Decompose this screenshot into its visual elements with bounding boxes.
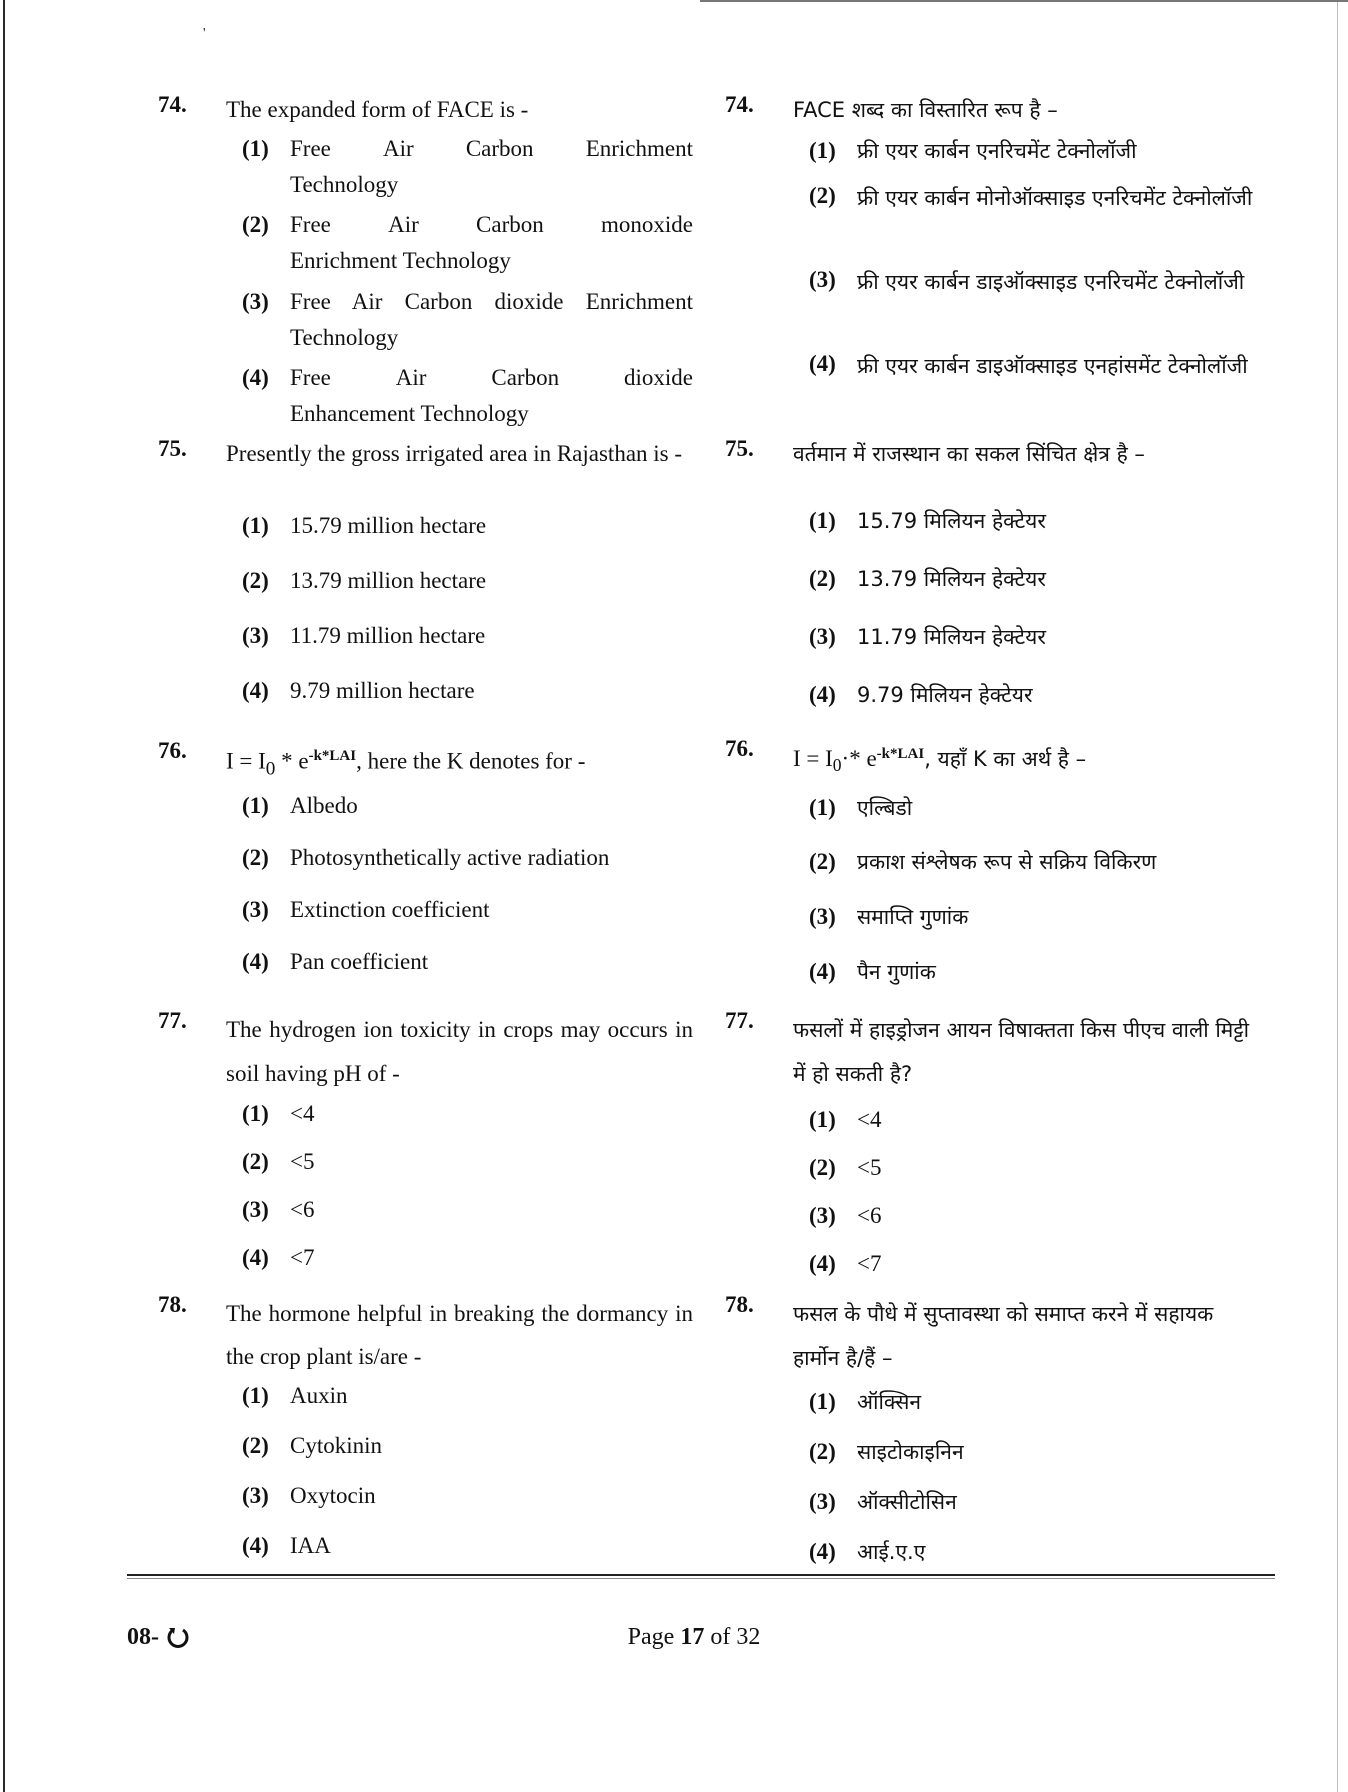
question-number: 78. — [158, 1292, 187, 1317]
question-76-en — [158, 738, 693, 787]
option-text-line1: Free Air Carbon Enrichment — [290, 136, 693, 161]
option-number: (2) — [242, 1149, 269, 1174]
option-text: Albedo — [290, 793, 358, 818]
option-number: (3) — [809, 1489, 836, 1514]
option-number: (2) — [242, 568, 269, 593]
question-number: 75. — [725, 436, 754, 461]
option-text: Photosynthetically active radiation — [290, 845, 610, 870]
option-number: (3) — [242, 1197, 269, 1222]
option-number: (4) — [242, 365, 269, 390]
question-text: The expanded form of FACE is - — [226, 97, 529, 122]
option-77-2-en[interactable] — [242, 1144, 693, 1180]
option-text: <4 — [857, 1107, 882, 1132]
option-number: (3) — [242, 1483, 269, 1508]
option-number: (4) — [242, 1245, 269, 1270]
option-text: फ्री एयर कार्बन डाइऑक्साइड एनहांसमेंट टेक्नोलॉजी — [857, 354, 1248, 378]
question-number: 77. — [725, 1008, 754, 1033]
option-74-2-en[interactable] — [242, 207, 693, 279]
option-text: ऑक्सिन — [857, 1390, 922, 1414]
option-number: (4) — [242, 678, 269, 703]
scan-right-edge — [1337, 0, 1338, 1792]
option-text-line2: Enhancement Technology — [290, 401, 529, 426]
option-number: (3) — [809, 904, 836, 929]
option-number: (3) — [809, 624, 836, 649]
option-text: <5 — [857, 1155, 882, 1180]
option-number: (2) — [809, 566, 836, 591]
option-75-1-en[interactable] — [242, 508, 693, 544]
question-text: The hydrogen ion toxicity in crops may occurs in soil having pH of - — [226, 1017, 693, 1086]
option-74-4-hi[interactable] — [809, 346, 1265, 386]
option-number: (4) — [809, 351, 836, 376]
option-text: 9.79 million hectare — [290, 678, 475, 703]
option-77-2-hi[interactable] — [809, 1150, 1265, 1186]
option-text: Pan coefficient — [290, 949, 429, 974]
option-number: (1) — [242, 793, 269, 818]
header-rule — [700, 0, 1348, 2]
option-77-1-hi[interactable] — [809, 1102, 1265, 1138]
option-74-3-en[interactable] — [242, 284, 693, 356]
option-text-line2: Enrichment Technology — [290, 248, 511, 273]
question-78-en — [158, 1292, 693, 1378]
question-75-hi — [725, 436, 1265, 472]
option-74-2-hi[interactable] — [809, 178, 1265, 218]
option-76-2-en[interactable] — [242, 840, 693, 876]
question-number: 76. — [725, 736, 754, 761]
question-76-hi — [725, 736, 1265, 783]
option-text: आई.ए.ए — [857, 1540, 926, 1564]
option-75-2-hi[interactable] — [809, 561, 1265, 597]
question-77-en — [158, 1008, 693, 1096]
option-text: <7 — [857, 1251, 882, 1276]
option-number: (1) — [809, 508, 836, 533]
option-text: 13.79 million hectare — [290, 568, 487, 593]
option-text: Extinction coefficient — [290, 897, 490, 922]
option-number: (2) — [809, 1439, 836, 1464]
option-number: (3) — [242, 623, 269, 648]
option-76-3-hi[interactable] — [809, 899, 1265, 935]
option-text-line2: Technology — [290, 172, 399, 197]
question-text: फसल के पौधे में सुप्तावस्था को समाप्त करने में सहायक हार्मोन है/हैं – — [793, 1302, 1214, 1370]
option-text: प्रकाश संश्लेषक रूप से सक्रिय विकिरण — [857, 850, 1157, 874]
question-formula: $I = I_0 * e^{-k*LAI}$, here the K denotes for - — [226, 748, 586, 780]
question-number: 75. — [158, 436, 187, 461]
option-76-4-hi[interactable] — [809, 954, 1265, 990]
question-number: 77. — [158, 1008, 187, 1033]
option-number: (2) — [242, 1433, 269, 1458]
option-text: Oxytocin — [290, 1483, 376, 1508]
option-74-3-hi[interactable] — [809, 262, 1265, 302]
option-number: (3) — [809, 1203, 836, 1228]
option-text: 15.79 million hectare — [290, 513, 487, 538]
option-number: (2) — [242, 212, 269, 237]
option-78-3-en[interactable] — [242, 1478, 693, 1514]
footer-rule — [127, 1574, 1275, 1576]
option-number: (3) — [242, 897, 269, 922]
option-text: <5 — [290, 1149, 315, 1174]
option-78-2-hi[interactable] — [809, 1434, 1265, 1470]
question-77-hi — [725, 1008, 1265, 1096]
option-number: (1) — [809, 795, 836, 820]
option-number: (3) — [809, 267, 836, 292]
option-number: (4) — [242, 949, 269, 974]
option-text-line1: Free Air Carbon dioxide — [290, 365, 693, 390]
scan-mark: ' — [203, 26, 206, 41]
option-number: (1) — [242, 513, 269, 538]
question-text: The hormone helpful in breaking the dormancy in the crop plant is/are - — [226, 1301, 693, 1369]
option-74-4-en[interactable] — [242, 360, 693, 432]
option-77-4-en[interactable] — [242, 1240, 693, 1276]
option-text: <4 — [290, 1101, 315, 1126]
option-78-1-en[interactable] — [242, 1378, 693, 1414]
option-78-1-hi[interactable] — [809, 1384, 1265, 1420]
option-text: 15.79 मिलियन हेक्टेयर — [857, 509, 1046, 533]
option-text: 11.79 million hectare — [290, 623, 486, 648]
option-number: (2) — [809, 849, 836, 874]
option-number: (1) — [809, 138, 836, 163]
question-text: फसलों में हाइड्रोजन आयन विषाक्तता किस पीएच वाली मिट्टी में हो सकती है? — [793, 1018, 1250, 1086]
option-number: (2) — [809, 183, 836, 208]
option-number: (4) — [809, 682, 836, 707]
question-74-hi — [725, 92, 1265, 128]
question-number: 76. — [158, 738, 187, 763]
option-text: साइटोकाइनिन — [857, 1440, 964, 1464]
option-77-4-hi[interactable] — [809, 1246, 1265, 1282]
option-75-4-en[interactable] — [242, 673, 693, 709]
option-74-1-en[interactable] — [242, 131, 693, 203]
option-text: Free Air Carbon dioxide Enrichment Technology — [290, 289, 693, 350]
option-text: एल्बिडो — [857, 796, 913, 820]
question-78-hi — [725, 1292, 1265, 1380]
option-number: (4) — [242, 1533, 269, 1558]
option-number: (3) — [242, 289, 269, 314]
question-number: 78. — [725, 1292, 754, 1317]
option-75-2-en[interactable] — [242, 563, 693, 599]
option-text: 13.79 मिलियन हेक्टेयर — [857, 567, 1046, 591]
option-text: फ्री एयर कार्बन मोनोऑक्साइड एनरिचमेंट टेक्नोलॉजी — [857, 186, 1253, 210]
option-75-1-hi[interactable] — [809, 503, 1265, 539]
option-number: (2) — [809, 1155, 836, 1180]
question-number: 74. — [725, 92, 754, 117]
option-text: Cytokinin — [290, 1433, 383, 1458]
question-74-en — [158, 92, 693, 128]
option-78-3-hi[interactable] — [809, 1484, 1265, 1520]
scan-left-edge — [3, 0, 5, 1792]
option-number: (1) — [242, 1101, 269, 1126]
option-text: <6 — [290, 1197, 315, 1222]
option-number: (1) — [809, 1107, 836, 1132]
option-78-2-en[interactable] — [242, 1428, 693, 1464]
option-number: (1) — [809, 1389, 836, 1414]
option-text: ऑक्सीटोसिन — [857, 1490, 957, 1514]
option-77-3-hi[interactable] — [809, 1198, 1265, 1234]
option-text: पैन गुणांक — [857, 960, 936, 984]
option-78-4-en[interactable] — [242, 1528, 693, 1564]
option-76-2-hi[interactable] — [809, 844, 1265, 880]
question-text: वर्तमान में राजस्थान का सकल सिंचित क्षेत्र है – — [793, 442, 1145, 466]
option-76-3-en[interactable] — [242, 892, 693, 928]
question-text: Presently the gross irrigated area in Rajasthan is - — [226, 441, 683, 466]
option-76-1-hi[interactable] — [809, 790, 1265, 826]
option-text: IAA — [290, 1533, 331, 1558]
option-75-3-en[interactable] — [242, 618, 693, 654]
question-75-en — [158, 436, 693, 471]
option-text: <6 — [857, 1203, 882, 1228]
footer-rule-thin — [127, 1578, 1275, 1579]
page-number: Page 17 of 32 — [627, 1624, 761, 1650]
option-74-1-hi[interactable] — [809, 133, 1265, 169]
option-text: 9.79 मिलियन हेक्टेयर — [857, 683, 1033, 707]
option-text: Auxin — [290, 1383, 348, 1408]
option-75-3-hi[interactable] — [809, 619, 1265, 655]
option-text: <7 — [290, 1245, 315, 1270]
option-number: (4) — [809, 1251, 836, 1276]
option-text: 11.79 मिलियन हेक्टेयर — [857, 625, 1046, 649]
option-text: फ्री एयर कार्बन डाइऑक्साइड एनरिचमेंट टेक्नोलॉजी — [857, 270, 1245, 294]
option-76-1-en[interactable] — [242, 788, 693, 824]
question-formula: $I = I_0\cdot*$ $e^{-k*LAI}$, यहाँ K का अर्थ है – — [793, 746, 1087, 776]
option-number: (1) — [242, 1383, 269, 1408]
option-text: समाप्ति गुणांक — [857, 905, 969, 929]
option-number: (4) — [809, 959, 836, 984]
question-text: FACE शब्द का विस्तारित रूप है – — [793, 98, 1058, 122]
option-number: (4) — [809, 1539, 836, 1564]
option-number: (2) — [242, 845, 269, 870]
option-77-3-en[interactable] — [242, 1192, 693, 1228]
option-78-4-hi[interactable] — [809, 1534, 1265, 1570]
option-number: (1) — [242, 136, 269, 161]
booklet-code-text: 08- — [127, 1624, 159, 1650]
option-76-4-en[interactable] — [242, 944, 693, 980]
option-77-1-en[interactable] — [242, 1096, 693, 1132]
question-number: 74. — [158, 92, 187, 117]
option-text: फ्री एयर कार्बन एनरिचमेंट टेक्नोलॉजी — [857, 139, 1137, 163]
option-75-4-hi[interactable] — [809, 677, 1265, 713]
option-text-line1: Free Air Carbon monoxide — [290, 212, 693, 237]
